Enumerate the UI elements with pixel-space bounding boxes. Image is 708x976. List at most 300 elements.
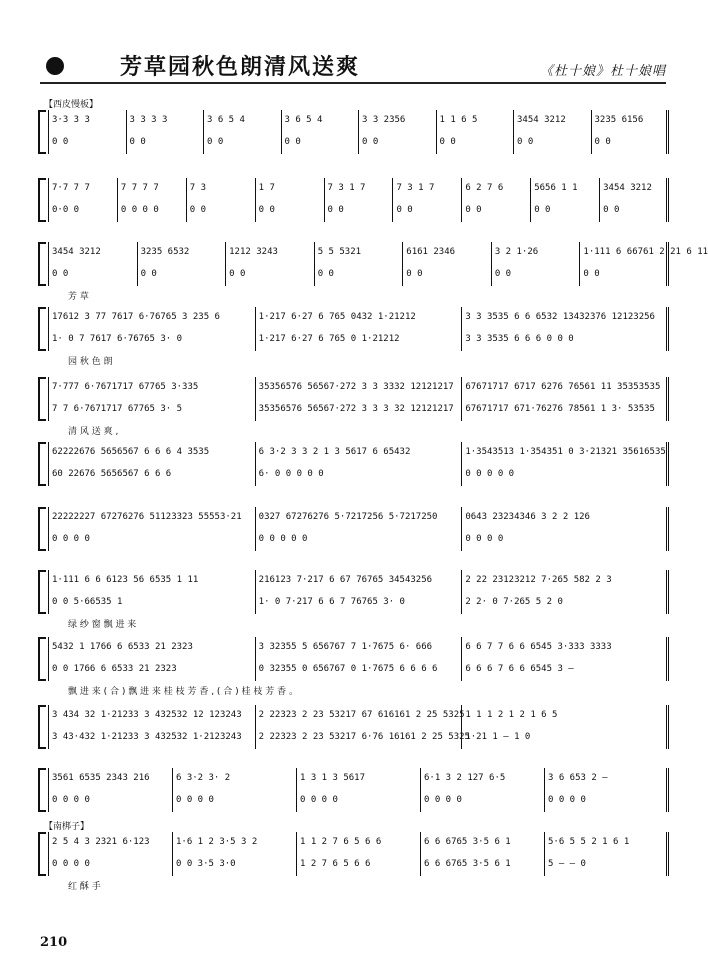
bar-line xyxy=(48,592,49,614)
measure: 22222227 67276276 51123323 55553·21 xyxy=(52,512,242,522)
end-bar-line xyxy=(666,659,669,681)
bar-line xyxy=(461,399,462,421)
measure: 67671717 671·76276 78561 1 3· 53535 xyxy=(465,404,655,414)
bar-line xyxy=(461,592,462,614)
measure: 6 3·2 3 3 2 1 3 5617 6 65432 xyxy=(258,447,411,457)
bar-line xyxy=(203,110,204,132)
measure: 7 3 xyxy=(189,183,207,193)
measure: 5 5 5321 xyxy=(317,247,362,257)
bar-line xyxy=(225,242,226,264)
measure: 1·3543513 1·354351 0 3·21321 35616535 xyxy=(465,447,666,457)
measure: 1 1 2 7 6 5 6 6 xyxy=(300,837,382,847)
bar-line xyxy=(461,637,462,659)
melody-row xyxy=(48,836,670,852)
measure: 35356576 56567·272 3 3 3332 12121217 xyxy=(258,382,454,392)
measure: 0 0 0 0 0 xyxy=(258,534,308,544)
bar-line xyxy=(296,854,297,876)
system-bracket xyxy=(38,637,46,681)
bar-line xyxy=(461,200,462,222)
bar-line xyxy=(117,178,118,200)
measure: 1·21 1 — 1 0 xyxy=(465,732,531,742)
bar-line xyxy=(358,132,359,154)
bar-line xyxy=(137,242,138,264)
melody-row xyxy=(48,709,670,725)
measure: 0 0 xyxy=(517,137,534,147)
score-system xyxy=(38,178,670,238)
melody-row xyxy=(48,246,708,262)
bar-line xyxy=(255,659,256,681)
bar-line xyxy=(491,264,492,286)
end-bar-line xyxy=(666,768,669,790)
score-system xyxy=(38,768,670,828)
lyrics-line: 园 秋 色 朗 xyxy=(68,357,113,367)
accompaniment-row xyxy=(48,204,670,220)
system-bracket xyxy=(38,110,46,154)
melody-row xyxy=(48,114,670,130)
end-bar-line xyxy=(666,264,669,286)
system-bracket xyxy=(38,242,46,286)
bar-line xyxy=(392,200,393,222)
bar-line xyxy=(172,832,173,854)
bar-line xyxy=(324,178,325,200)
measure: 0 0 xyxy=(406,269,423,279)
bar-line xyxy=(491,242,492,264)
measure: 3235 6156 xyxy=(594,115,644,125)
measure: 6· 0 0 0 0 0 xyxy=(258,469,324,479)
measure: 0 0 xyxy=(465,205,482,215)
bar-line xyxy=(461,705,462,727)
tempo-label: 【西皮慢板】 xyxy=(44,100,99,110)
measure: 1· 0 7·217 6 6 7 76765 3· 0 xyxy=(258,597,405,607)
bar-line xyxy=(579,264,580,286)
measure: 1·6 1 2 3·5 3 2 xyxy=(176,837,258,847)
measure: 0 32355 0 656767 0 1·7675 6 6 6 6 xyxy=(258,664,438,674)
melody-row xyxy=(48,772,670,788)
bar-line xyxy=(48,110,49,132)
system-bracket xyxy=(38,178,46,222)
source-attribution: 《杜十娘》杜十娘唱 xyxy=(539,64,666,79)
measure: 0 0 0 0 xyxy=(52,795,90,805)
measure: 1·111 6 66761 2 21 6 11 xyxy=(583,247,708,257)
bar-line xyxy=(513,110,514,132)
measure: 0 0 3·5 3·0 xyxy=(176,859,236,869)
bar-line xyxy=(117,200,118,222)
score-system xyxy=(38,242,708,302)
measure: 0 0 0 0 xyxy=(176,795,214,805)
bar-line xyxy=(296,790,297,812)
bar-line xyxy=(544,854,545,876)
bullet-icon xyxy=(46,57,64,75)
bar-line xyxy=(544,790,545,812)
measure: 6 3·2 3· 2 xyxy=(176,773,231,783)
bar-line xyxy=(255,200,256,222)
measure: 0 0 xyxy=(594,137,611,147)
bar-line xyxy=(48,705,49,727)
melody-row xyxy=(48,311,670,327)
end-bar-line xyxy=(666,307,669,329)
measure: 0 0 xyxy=(494,269,512,279)
bar-line xyxy=(324,200,325,222)
bar-line xyxy=(186,178,187,200)
bar-line xyxy=(461,659,462,681)
measure: 3 32355 5 656767 7 1·7675 6· 666 xyxy=(258,642,433,652)
accompaniment-row xyxy=(48,268,670,284)
measure: 5·6 5 5 2 1 6 1 xyxy=(548,837,630,847)
bar-line xyxy=(544,832,545,854)
measure: 2 22323 2 23 53217 67 616161 2 25 5325 xyxy=(258,710,465,720)
bar-line xyxy=(544,768,545,790)
score-system xyxy=(38,307,670,367)
score-system xyxy=(38,507,670,567)
accompaniment-row xyxy=(48,533,670,549)
bar-line xyxy=(255,464,256,486)
end-bar-line xyxy=(666,377,669,399)
lyrics-line: 飘 进 来 ( 合 ) 飘 进 来 桂 枝 芳 香 , ( 合 ) 桂 枝 芳 香 。 xyxy=(68,687,298,697)
melody-row xyxy=(48,511,670,527)
bar-line xyxy=(296,768,297,790)
measure: 3 6 5 4 xyxy=(284,115,323,125)
page-title: 芳草园秋色朗清风送爽 xyxy=(120,55,361,80)
end-bar-line xyxy=(666,727,669,749)
measure: 0 0 xyxy=(52,137,69,147)
bar-line xyxy=(255,705,256,727)
measure: 3 6 5 4 xyxy=(207,115,245,125)
measure: 1·217 6·27 6 765 0432 1·21212 xyxy=(258,312,416,322)
bar-line xyxy=(255,178,256,200)
bar-line xyxy=(461,178,462,200)
bar-line xyxy=(48,727,49,749)
bar-line xyxy=(48,329,49,351)
measure: 3 3 2356 xyxy=(362,115,406,125)
measure: 1212 3243 xyxy=(229,247,278,257)
measure: 3 3 3535 6 6 6532 13432376 12123256 xyxy=(465,312,655,322)
measure: 7·7 7 7 xyxy=(52,183,90,193)
bar-line xyxy=(255,592,256,614)
bar-line xyxy=(48,768,49,790)
tempo-label: 【南梆子】 xyxy=(44,822,90,832)
measure: 6 6 6765 3·5 6 1 xyxy=(424,837,511,847)
bar-line xyxy=(530,200,531,222)
accompaniment-row xyxy=(48,663,670,679)
bar-line xyxy=(255,377,256,399)
end-bar-line xyxy=(666,854,669,876)
measure: 0 0 xyxy=(140,269,157,279)
measure: 6 6 7 7 6 6 6545 3·333 3333 xyxy=(465,642,612,652)
bar-line xyxy=(48,178,49,200)
bar-line xyxy=(461,464,462,486)
score-system xyxy=(38,570,670,630)
bar-line xyxy=(255,507,256,529)
measure: 0643 23234346 3 2 2 126 xyxy=(465,512,590,522)
end-bar-line xyxy=(666,507,669,529)
bar-line xyxy=(225,264,226,286)
lyrics-line: 绿 纱 窗 飘 进 来 xyxy=(68,620,137,630)
bar-line xyxy=(48,570,49,592)
bar-line xyxy=(314,264,315,286)
score-system xyxy=(38,637,670,697)
bar-line xyxy=(255,399,256,421)
bar-line xyxy=(420,832,421,854)
measure: 1 3 1 3 5617 xyxy=(300,773,366,783)
bar-line xyxy=(420,790,421,812)
accompaniment-row xyxy=(48,136,670,152)
lyrics-line: 红 酥 手 xyxy=(68,882,101,892)
measure: 3 6 653 2 — xyxy=(548,773,608,783)
bar-line xyxy=(296,832,297,854)
melody-row xyxy=(48,641,670,657)
measure: 5 — — 0 xyxy=(548,859,586,869)
bar-line xyxy=(48,529,49,551)
measure: 62222676 5656567 6 6 6 4 3535 xyxy=(52,447,210,457)
bar-line xyxy=(461,529,462,551)
measure: 3·3 3 3 xyxy=(52,115,90,125)
bar-line xyxy=(48,659,49,681)
measure: 216123 7·217 6 67 76765 34543256 xyxy=(258,575,433,585)
end-bar-line xyxy=(666,592,669,614)
measure: 2 2· 0 7·265 5 2 0 xyxy=(465,597,563,607)
measure: 3235 6532 xyxy=(140,247,190,257)
measure: 0 0 xyxy=(229,269,246,279)
melody-row xyxy=(48,446,670,462)
end-bar-line xyxy=(666,529,669,551)
measure: 3 434 32 1·21233 3 432532 12 123243 xyxy=(52,710,242,720)
measure: 0 0 5·66535 1 xyxy=(52,597,123,607)
measure: 1·111 6 6 6123 56 6535 1 11 xyxy=(52,575,199,585)
measure: 3454 3212 xyxy=(603,183,652,193)
bar-line xyxy=(48,637,49,659)
bar-line xyxy=(281,110,282,132)
bar-line xyxy=(420,854,421,876)
measure: 0 0 0 0 xyxy=(548,795,586,805)
lyrics-line: 清 风 送 爽 , xyxy=(68,427,119,437)
bar-line xyxy=(281,132,282,154)
measure: 1 7 xyxy=(258,183,275,193)
bar-line xyxy=(126,132,127,154)
bar-line xyxy=(420,768,421,790)
bar-line xyxy=(186,200,187,222)
end-bar-line xyxy=(666,132,669,154)
end-bar-line xyxy=(666,399,669,421)
measure: 67671717 6717 6276 76561 11 35353535 xyxy=(465,382,661,392)
accompaniment-row xyxy=(48,794,670,810)
bar-line xyxy=(172,854,173,876)
measure: 5656 1 1 xyxy=(534,183,578,193)
system-bracket xyxy=(38,570,46,614)
bar-line xyxy=(203,132,204,154)
score-system xyxy=(38,705,670,765)
section-header xyxy=(40,52,666,84)
bar-line xyxy=(314,242,315,264)
bar-line xyxy=(255,329,256,351)
bar-line xyxy=(48,507,49,529)
measure: 7·777 6·7671717 67765 3·335 xyxy=(52,382,199,392)
end-bar-line xyxy=(666,110,669,132)
system-bracket xyxy=(38,705,46,749)
measure: 0327 67276276 5·7217256 5·7217250 xyxy=(258,512,438,522)
end-bar-line xyxy=(666,242,669,264)
measure: 17612 3 77 7617 6·76765 3 235 6 xyxy=(52,312,220,322)
score-system xyxy=(38,822,670,892)
bar-line xyxy=(461,377,462,399)
measure: 6·1 3 2 127 6·5 xyxy=(424,773,506,783)
measure: 1· 0 7 7617 6·76765 3· 0 xyxy=(52,334,183,344)
end-bar-line xyxy=(666,200,669,222)
measure: 0 0 0 0 xyxy=(300,795,338,805)
bar-line xyxy=(48,854,49,876)
measure: 0 0 0 0 xyxy=(52,859,90,869)
bar-line xyxy=(48,200,49,222)
system-bracket xyxy=(38,768,46,812)
measure: 0 0 xyxy=(207,137,224,147)
measure: 3 3 3535 6 6 6 0 0 0 xyxy=(465,334,574,344)
end-bar-line xyxy=(666,570,669,592)
end-bar-line xyxy=(666,705,669,727)
end-bar-line xyxy=(666,637,669,659)
bar-line xyxy=(461,570,462,592)
bar-line xyxy=(137,264,138,286)
measure: 7 7 6·7671717 67765 3· 5 xyxy=(52,404,183,414)
accompaniment-row xyxy=(48,468,670,484)
measure: 35356576 56567·272 3 3 3 32 12121217 xyxy=(258,404,454,414)
measure: 0 0 xyxy=(396,205,413,215)
bar-line xyxy=(48,442,49,464)
end-bar-line xyxy=(666,790,669,812)
score-system xyxy=(38,100,670,170)
system-bracket xyxy=(38,442,46,486)
measure: 0 0 xyxy=(362,137,379,147)
measure: 5432 1 1766 6 6533 21 2323 xyxy=(52,642,193,652)
measure: 7 7 7 7 xyxy=(120,183,159,193)
bar-line xyxy=(172,768,173,790)
measure: 0 0 1766 6 6533 21 2323 xyxy=(52,664,177,674)
measure: 0 0 xyxy=(327,205,344,215)
bar-line xyxy=(255,727,256,749)
system-bracket xyxy=(38,377,46,421)
bar-line xyxy=(461,727,462,749)
measure: 6 6 6 7 6 6 6545 3 — xyxy=(465,664,574,674)
melody-row xyxy=(48,182,670,198)
bar-line xyxy=(591,132,592,154)
measure: 1 1 1 2 1 2 1 6 5 xyxy=(465,710,558,720)
measure: 0 0 xyxy=(284,137,301,147)
end-bar-line xyxy=(666,832,669,854)
bar-line xyxy=(402,242,403,264)
bar-line xyxy=(461,442,462,464)
bar-line xyxy=(599,178,600,200)
bar-line xyxy=(48,264,49,286)
melody-row xyxy=(48,574,670,590)
measure: 0 0 xyxy=(129,137,146,147)
accompaniment-row xyxy=(48,731,670,747)
accompaniment-row xyxy=(48,403,670,419)
measure: 1·217 6·27 6 765 0 1·21212 xyxy=(258,334,400,344)
page-number: 210 xyxy=(40,935,68,950)
score-system xyxy=(38,442,670,502)
accompaniment-row xyxy=(48,596,670,612)
measure: 3454 3212 xyxy=(52,247,101,257)
bar-line xyxy=(461,307,462,329)
bar-line xyxy=(461,507,462,529)
measure: 0 0 xyxy=(317,269,334,279)
measure: 6 2 7 6 xyxy=(465,183,504,193)
bar-line xyxy=(599,200,600,222)
bar-line xyxy=(461,329,462,351)
bar-line xyxy=(48,377,49,399)
measure: 0 0 0 0 xyxy=(52,534,90,544)
end-bar-line xyxy=(666,442,669,464)
bar-line xyxy=(392,178,393,200)
accompaniment-row xyxy=(48,858,670,874)
measure: 3 43·432 1·21233 3 432532 1·2123243 xyxy=(52,732,242,742)
measure: 0 0 0 0 xyxy=(424,795,462,805)
bar-line xyxy=(255,637,256,659)
measure: 7 3 1 7 xyxy=(396,183,435,193)
measure: 6 6 6765 3·5 6 1 xyxy=(424,859,511,869)
bar-line xyxy=(255,570,256,592)
bar-line xyxy=(126,110,127,132)
bar-line xyxy=(48,399,49,421)
bar-line xyxy=(255,307,256,329)
system-bracket xyxy=(38,507,46,551)
measure: 2 22 23123212 7·265 582 2 3 xyxy=(465,575,612,585)
measure: 1 1 6 5 xyxy=(439,115,478,125)
measure: 2 5 4 3 2321 6·123 xyxy=(52,837,150,847)
bar-line xyxy=(402,264,403,286)
measure: 0 0 xyxy=(439,137,456,147)
measure: 0·0 0 xyxy=(52,205,80,215)
bar-line xyxy=(436,110,437,132)
measure: 0 0 0 0 xyxy=(120,205,159,215)
bar-line xyxy=(172,790,173,812)
end-bar-line xyxy=(666,178,669,200)
measure: 6161 2346 xyxy=(406,247,456,257)
bar-line xyxy=(48,464,49,486)
bar-line xyxy=(48,307,49,329)
score-system xyxy=(38,377,670,437)
system-bracket xyxy=(38,832,46,876)
measure: 0 0 xyxy=(603,205,620,215)
measure: 3561 6535 2343 216 xyxy=(52,773,150,783)
measure: 0 0 xyxy=(534,205,551,215)
bar-line xyxy=(358,110,359,132)
measure: 0 0 0 0 0 xyxy=(465,469,515,479)
end-bar-line xyxy=(666,464,669,486)
system-bracket xyxy=(38,307,46,351)
measure: 3454 3212 xyxy=(517,115,566,125)
accompaniment-row xyxy=(48,333,670,349)
bar-line xyxy=(255,529,256,551)
bar-line xyxy=(436,132,437,154)
lyrics-line: 芳 草 xyxy=(68,292,89,302)
measure: 0 0 xyxy=(258,205,275,215)
measure: 2 22323 2 23 53217 6·76 16161 2 25 5325 xyxy=(258,732,470,742)
measure: 0 0 xyxy=(52,269,69,279)
measure: 0 0 xyxy=(583,269,600,279)
bar-line xyxy=(48,832,49,854)
measure: 0 0 0 0 xyxy=(465,534,504,544)
bar-line xyxy=(48,790,49,812)
measure: 3 2 1·26 xyxy=(494,247,539,257)
bar-line xyxy=(579,242,580,264)
bar-line xyxy=(513,132,514,154)
bar-line xyxy=(530,178,531,200)
end-bar-line xyxy=(666,329,669,351)
bar-line xyxy=(255,442,256,464)
measure: 1 2 7 6 5 6 6 xyxy=(300,859,371,869)
bar-line xyxy=(48,242,49,264)
bar-line xyxy=(591,110,592,132)
bar-line xyxy=(48,132,49,154)
